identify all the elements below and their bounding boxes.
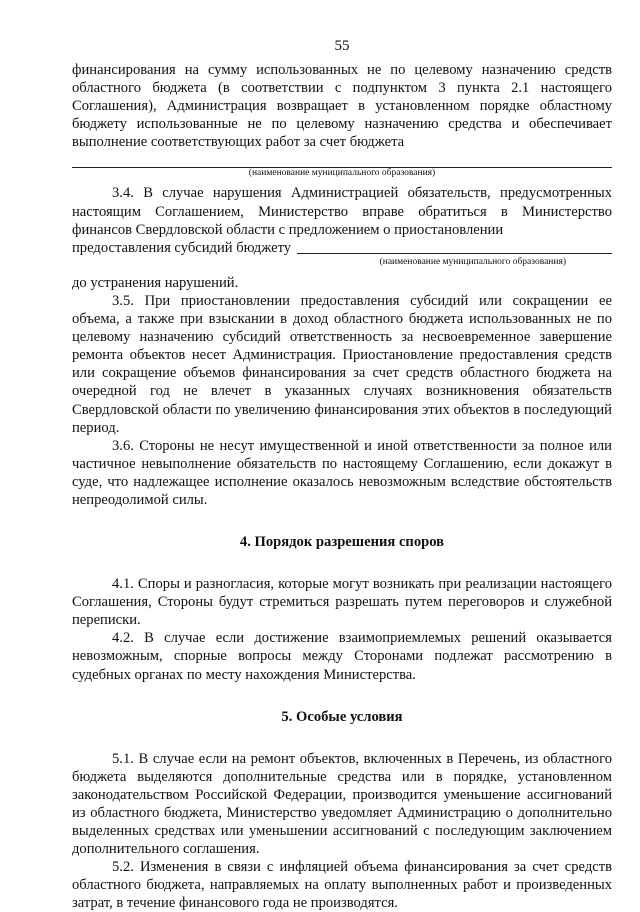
document-page <box>72 38 612 912</box>
municipality-caption-2: (наименование муниципального образования) <box>379 256 566 267</box>
section-4-title: 4. Порядок разрешения споров <box>239 534 445 551</box>
clause-5-2: 5.2. Изменения в связи с инфляцией объема финансирования за счет средств областного бюджета, направляемых на оплату выполненных работ и произведенных затрат, в течение финансового года не производятся. <box>72 859 612 912</box>
clause-3-4: 3.4. В случае нарушения Администрацией обязательств, предусмотренных настоящим Соглашением, Министерство вправе обратиться в Министерство финансов Свердловской области с предложением о приостановлении <box>72 185 612 238</box>
clause-5-1: 5.1. В случае если на ремонт объектов, включенных в Перечень, из областного бюджета выделяются дополнительные средства или в порядке, установленном законодательством Российской Федерации, производится уменьшение ассигнований из областного бюджета, Министерство уведомляет Администрацию о дополнительно выделенных средствах или уменьшении ассигнований с последующим заключением дополнительного соглашения. <box>72 750 612 858</box>
page-number: 55 <box>334 38 350 54</box>
municipality-caption: (наименование муниципального образования) <box>248 168 436 179</box>
intro-paragraph: финансирования на сумму использованных не по целевому назначению средств областного бюджета (в соответствии с подпунктом 3 пункта 2.1 настоящего Соглашения), Администрация возвращает в установленном порядке областному бюджету использованные не по целевому назначению средства и обеспечивает выполнение соответствующих работ за счет бюджета <box>72 62 612 151</box>
section-5-title: 5. Особые условия <box>281 708 403 725</box>
clause-3-4-end: до устранения нарушений. <box>72 274 239 291</box>
municipality-blank-line <box>72 152 612 168</box>
clause-3-4-inline-text: предоставления субсидий бюджету <box>72 239 292 256</box>
clause-4-1: 4.1. Споры и разногласия, которые могут возникать при реализации настоящего Соглашения, Стороны будут стремиться разрешать путем переговоров и служебной переписки. <box>72 576 612 629</box>
municipality-blank-line-2 <box>297 239 612 254</box>
clause-3-5: 3.5. При приостановлении предоставления субсидий или сокращении ее объема, а также при взыскании в доход областного бюджета использованных не по целевому назначению субсидий ответственность за несвоевременное завершение ремонта объектов несет Администрация. Приостановление предоставления средств или сокращение объемов финансирования за счет средств областного бюджета на очередной год не влечет в указанных случаях возникновения обязательств Свердловской области по увеличению финансирования этих объектов в последующий период. <box>72 292 612 436</box>
clause-4-2: 4.2. В случае если достижение взаимоприемлемых решений оказывается невозможным, спорные вопросы между Сторонами подлежат рассмотрению в судебных органах по месту нахождения Министерства. <box>72 630 612 683</box>
clause-3-4-inline-row <box>72 239 612 257</box>
clause-3-6: 3.6. Стороны не несут имущественной и иной ответственности за полное или частичное невыполнение обязательств по настоящему Соглашению, если докажут в суде, что надлежащее исполнение оказалось невозможным вследствие обстоятельств непреодолимой силы. <box>72 437 612 508</box>
